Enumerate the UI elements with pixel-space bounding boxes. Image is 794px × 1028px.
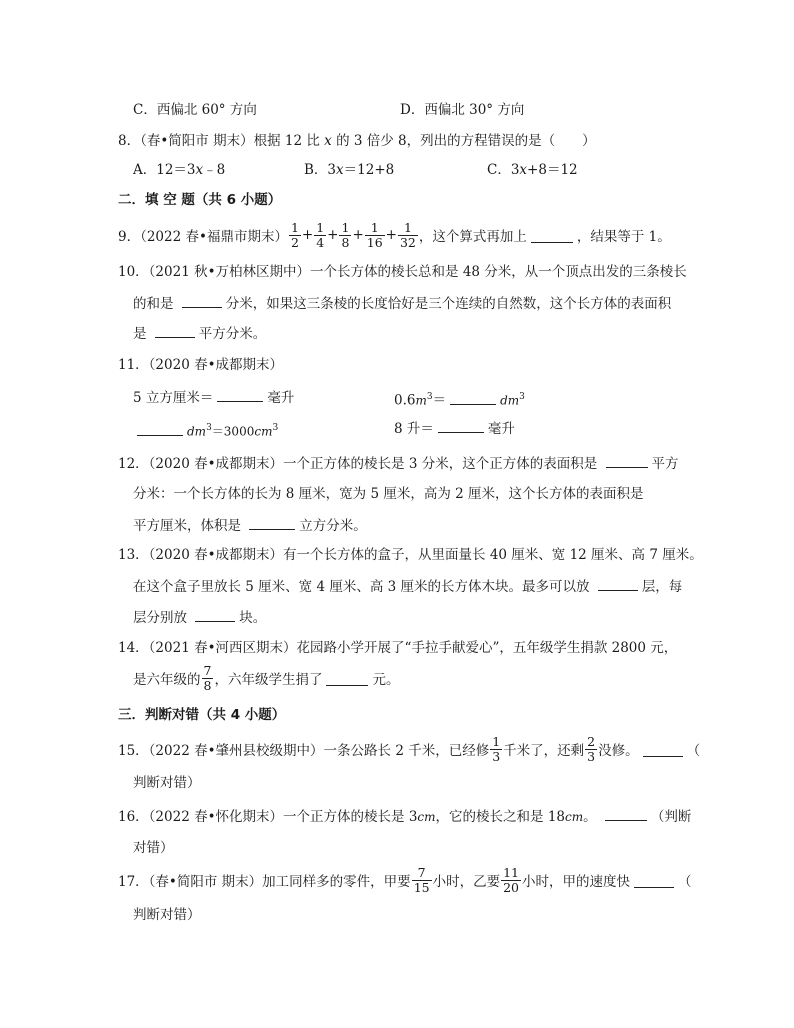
answer-blank[interactable] — [155, 323, 195, 338]
answer-blank[interactable] — [634, 873, 674, 888]
answer-blank[interactable] — [605, 806, 647, 821]
answer-blank[interactable] — [217, 387, 263, 402]
q11-item-1: 5 立方厘米＝ 毫升 — [133, 387, 294, 408]
question-17: 17．（春•简阳市 期末）加工同样多的零件，甲要 $\frac{7}{15}$ 小时，乙要 $\frac{11}{20}$ 小时，甲的速度快 （ — [118, 864, 692, 895]
answer-blank[interactable] — [249, 515, 295, 530]
question-15: 15．（2022 春•肇州县校级期中）一条公路长 2 千米，已经修 $\frac{1}{3}$ 千米了，还剩 $\frac{2}{3}$ 没修。 （ — [118, 733, 701, 764]
question-16-line-2: 对错） — [133, 840, 174, 856]
question-12-line-3: 平方厘米，体积是 立方分米。 — [133, 515, 367, 536]
question-13-line-3: 层分别放 块。 — [133, 607, 266, 628]
answer-blank[interactable] — [606, 453, 648, 468]
question-16: 16．（2022 春•怀化期末）一个正方体的棱长是 3cm，它的棱长之和是 18cm。 （判断 — [118, 806, 691, 827]
fraction-1-2: $\frac{1}{2}$ — [290, 219, 299, 250]
fraction-7-15: $\frac{7}{15}$ — [413, 864, 430, 895]
fraction-1-16: $\frac{1}{16}$ — [366, 219, 383, 250]
answer-blank[interactable] — [195, 607, 235, 622]
q8-option-c: C．3x+8＝12 — [487, 162, 578, 178]
q11-item-2: $0.6m^3= dm^3$ — [394, 387, 525, 411]
question-10-line-3: 是 平方分米。 — [133, 323, 266, 344]
answer-blank[interactable] — [450, 390, 496, 405]
question-14-line-1: 14．（2021 春•河西区期末）花园路小学开展了“手拉手献爱心”，五年级学生捐款 2800 元， — [118, 640, 678, 656]
fraction-11-20: $\frac{11}{20}$ — [503, 864, 519, 895]
q11-item-4: 8 升＝ 毫升 — [394, 418, 515, 439]
answer-blank[interactable] — [137, 421, 183, 436]
answer-blank[interactable] — [531, 228, 573, 243]
answer-blank[interactable] — [326, 671, 368, 686]
section-2-heading: 二．填 空 题（共 6 小题） — [118, 192, 282, 208]
question-14-line-2: 是六年级的 $\frac{7}{8}$ ，六年级学生捐了 元。 — [133, 662, 400, 693]
fraction-1-4: $\frac{1}{4}$ — [316, 219, 325, 250]
fraction-1-8: $\frac{1}{8}$ — [341, 219, 350, 250]
question-13-line-1: 13．（2020 春•成都期末）有一个长方体的盒子，从里面量长 40 厘米、宽 12 厘米、高 7 厘米。 — [118, 547, 703, 563]
question-13-line-2: 在这个盒子里放长 5 厘米、宽 4 厘米、高 3 厘米的长方体木块。最多可以放 层，每 — [133, 576, 682, 597]
question-12-line-1: 12．（2020 春•成都期末）一个正方体的棱长是 3 分米，这个正方体的表面积是 平方 — [118, 453, 679, 474]
question-12-line-2: 分米：一个长方体的长为 8 厘米，宽为 5 厘米，高为 2 厘米，这个长方体的表面积是 — [133, 486, 644, 502]
question-10-line-1: 10．（2021 秋•万柏林区期中）一个长方体的棱长总和是 48 分米，从一个顶点出发的三条棱长 — [118, 264, 687, 280]
question-15-line-2: 判断对错） — [133, 775, 201, 791]
question-10-line-2: 的和是 分米，如果这三条棱的长度恰好是三个连续的自然数，这个长方体的表面积 — [133, 293, 671, 314]
section-3-heading: 三．判断对错（共 4 小题） — [118, 707, 286, 723]
option-d: D．西偏北 30° 方向 — [400, 102, 525, 118]
answer-blank[interactable] — [598, 576, 638, 591]
question-9: 9．（2022 春•福鼎市期末） $\frac{1}{2}$ + $\frac{1}{4}$ + $\frac{1}{8}$ + $\frac{1}{16}$ + $\frac{1}{32}$ ，这个算式再加上 ，结果等于 1。 — [118, 219, 671, 250]
fraction-1-32: $\frac{1}{32}$ — [399, 219, 416, 250]
question-17-line-2: 判断对错） — [133, 907, 201, 923]
question-8: 8．（春•简阳市 期末）根据 12 比 x 的 3 倍少 8，列出的方程错误的是（ ） — [118, 133, 596, 149]
answer-blank[interactable] — [643, 742, 683, 757]
fraction-7-8: $\frac{7}{8}$ — [203, 662, 212, 693]
option-c: C．西偏北 60° 方向 — [133, 102, 257, 118]
fraction-2-3: $\frac{2}{3}$ — [587, 733, 596, 764]
q11-item-3: $dm^3=3000cm^3$ — [133, 418, 278, 442]
answer-blank[interactable] — [438, 418, 484, 433]
question-11: 11．（2020 春•成都期末） — [118, 357, 284, 373]
fraction-1-3: $\frac{1}{3}$ — [492, 733, 501, 764]
answer-blank[interactable] — [182, 293, 222, 308]
q8-option-a: A．12＝3x﹣8 — [133, 162, 226, 178]
q8-option-b: B．3x＝12+8 — [304, 162, 395, 178]
